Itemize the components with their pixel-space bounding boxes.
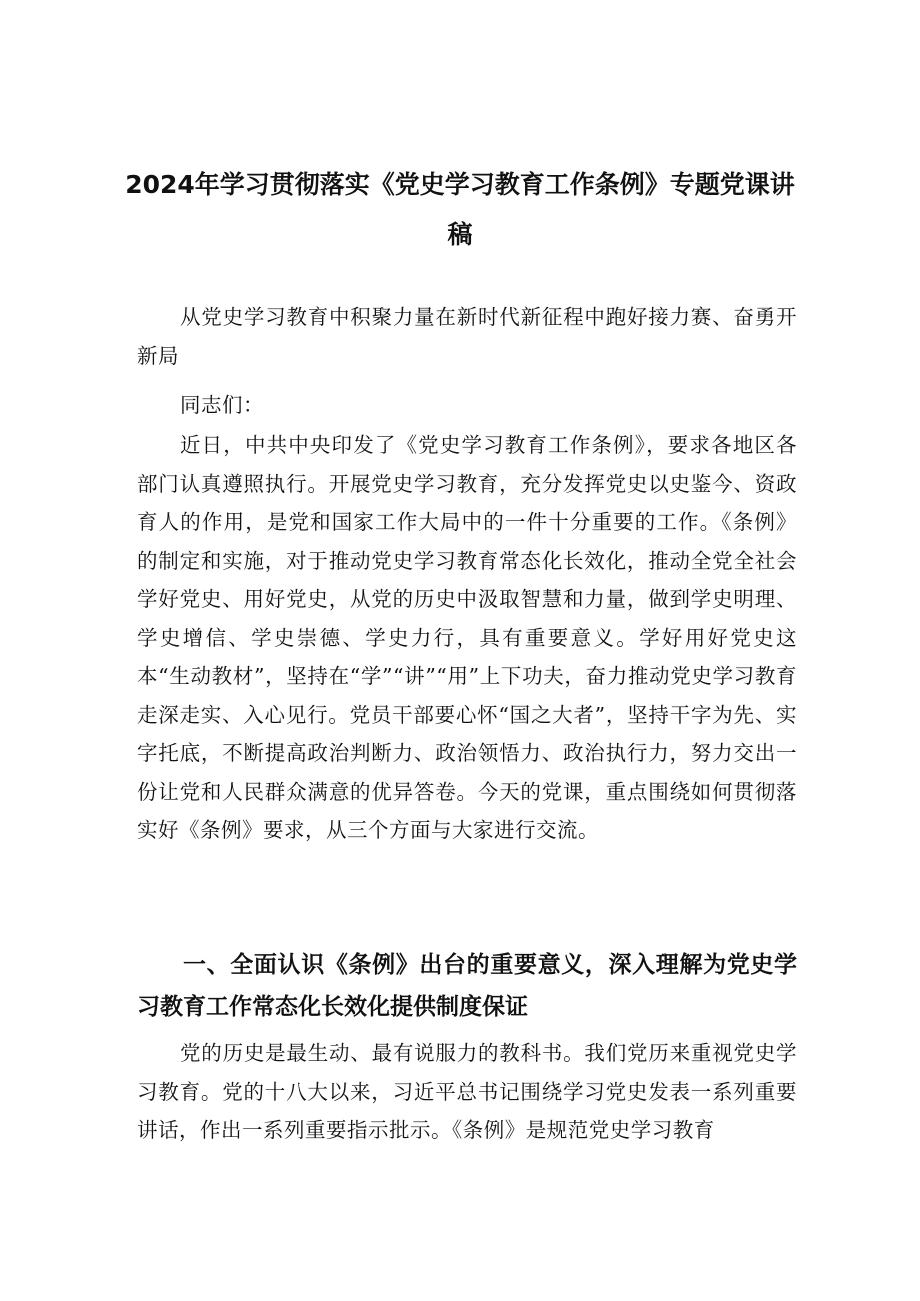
salutation: 同志们： [180, 393, 264, 417]
document-subtitle: 从党史学习教育中积聚力量在新时代新征程中跑好接力赛、奋勇开新局 [137, 305, 797, 368]
section-1-paragraph: 党的历史是最生动、最有说服力的教科书。我们党历来重视党史学习教育。党的十八大以来，习近平总书记围绕学习党史发表一系列重要讲话，作出一系列重要指示批示。《条例》是规范党史学习教育 [137, 1041, 797, 1142]
section-heading-1: 一、全面认识《条例》出台的重要意义，深入理解为党史学习教育工作常态化长效化提供制度保证 [137, 952, 797, 1020]
document-title: 2024年学习贯彻落实《党史学习教育工作条例》专题党课讲稿 [125, 170, 795, 249]
intro-paragraph: 近日，中共中央印发了《党史学习教育工作条例》，要求各地区各部门认真遵照执行。开展党史学习教育，充分发挥党史以史鉴今、资政育人的作用，是党和国家工作大局中的一件十分重要的工作。《条例》的制定和实施，对于推动党史学习教育常态化长效化，推动全党全社会学好党史、用好党史，从党的历史中汲取智慧和力量，做到学史明理、学史增信、学史崇德、学史力行，具有重要意义。学好用好党史这本“生动教材”，坚持在“学”“讲”“用”上下功夫，奋力推动党史学习教育走深走实、入心见行。党员干部要心怀“国之大者”，坚持干字为先、实字托底，不断提高政治判断力、政治领悟力、政治执行力，努力交出一份让党和人民群众满意的优异答卷。今天的党课，重点围绕如何贯彻落实好《条例》要求，从三个方面与大家进行交流。 [137, 433, 797, 842]
